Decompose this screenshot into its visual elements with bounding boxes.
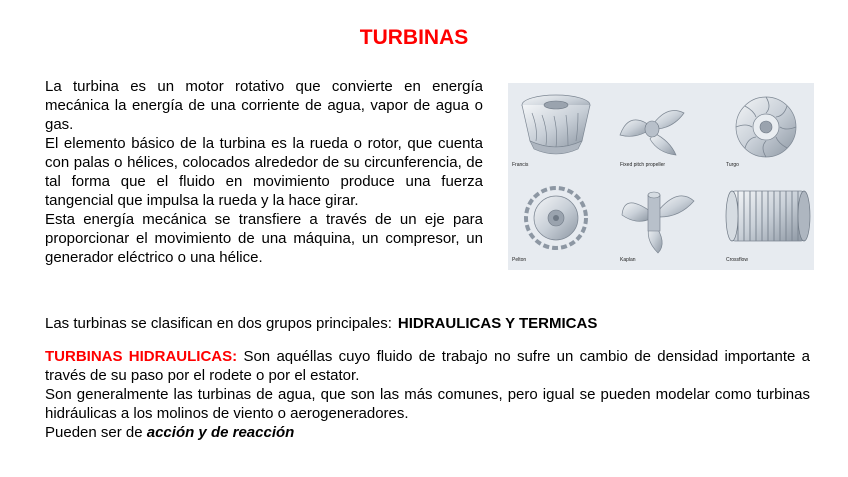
propeller-label: Fixed pitch propeller (620, 162, 666, 168)
hydraulic-text-1: Son aquéllas cuyo fluido de trabajo no sufre un cambio de densidad importante a través de su paso por el rodete o por el estator. (45, 348, 810, 384)
propeller-turbine-drawing (620, 111, 684, 155)
turgo-turbine-drawing (736, 97, 796, 157)
kaplan-turbine-drawing (622, 192, 694, 253)
turbine-types-figure (508, 83, 814, 270)
crossflow-turbine-drawing (726, 191, 810, 241)
kaplan-label: Kaplan (620, 257, 636, 263)
hydraulic-definition (45, 347, 810, 385)
intro-paragraph-1: La turbina es un motor rotativo que convierte en energía mecánica la energía de una corriente de agua, vapor de agua o gas. (45, 78, 483, 133)
hydraulic-turbines-section (45, 347, 810, 442)
classification-groups: HIDRAULICAS Y TERMICAS (397, 315, 598, 332)
intro-paragraph-2: El elemento básico de la turbina es la rueda o rotor, que cuenta con palas o hélices, colocados alrededor de su circunferencia, de tal forma que el fluido en movimiento produce una fuerza tangencial que impulsa la rueda y la hace girar. (45, 135, 483, 209)
hydraulic-types (45, 423, 810, 442)
francis-label: Francis (512, 162, 529, 168)
turgo-label: Turgo (726, 162, 739, 168)
intro-text (45, 77, 483, 267)
classification-line (45, 314, 597, 333)
turbine-illustrations (508, 83, 814, 270)
crossflow-label: Crossflow (726, 257, 748, 263)
hydraulic-types-value: acción y de reacción (146, 424, 295, 441)
intro-paragraph-3: Esta energía mecánica se transfiere a través de un eje para proporcionar el movimiento de una máquina, un compresor, un generador eléctrico o una hélice. (45, 211, 483, 266)
hydraulic-types-prefix: Pueden ser de (45, 424, 147, 441)
pelton-turbine-drawing (526, 188, 586, 248)
pelton-label: Pelton (512, 257, 527, 263)
hydraulic-text-2: Son generalmente las turbinas de agua, que son las más comunes, pero igual se pueden modelar como turbinas hidráulicas a los molinos de viento o aerogeneradores. (45, 386, 810, 422)
page-title: TURBINAS (359, 26, 469, 49)
classification-text: Las turbinas se clasifican en dos grupos principales: (45, 315, 392, 332)
francis-turbine-drawing (522, 95, 590, 154)
hydraulic-heading: TURBINAS HIDRAULICAS: (45, 348, 238, 365)
